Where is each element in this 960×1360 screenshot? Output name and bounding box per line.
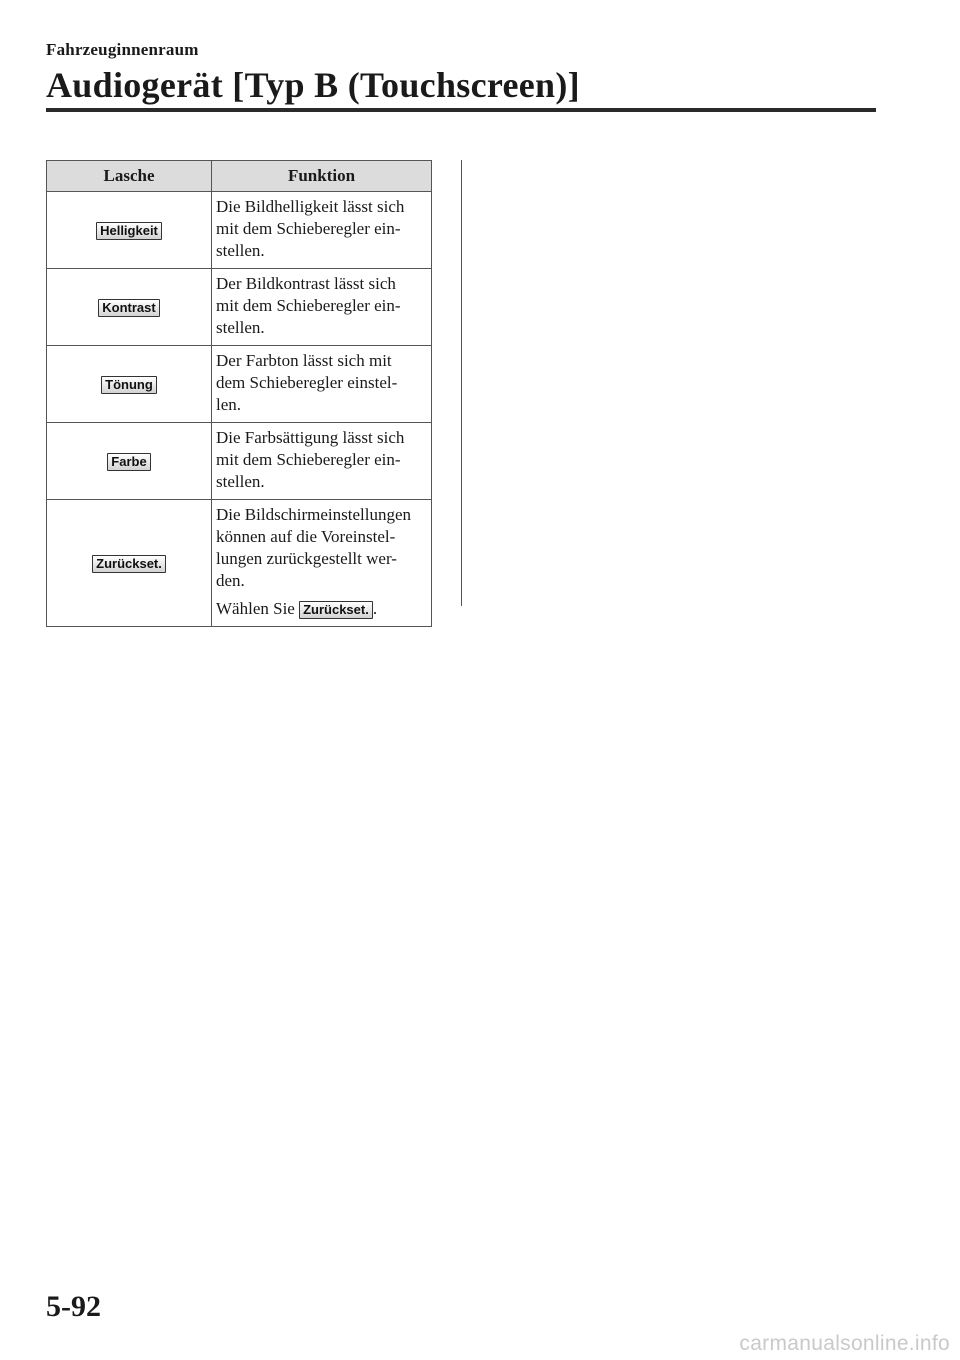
column-divider (461, 160, 462, 606)
description-line: stellen. (216, 472, 265, 491)
description-line: stellen. (216, 318, 265, 337)
farbe-tab-button[interactable]: Farbe (107, 453, 150, 471)
tab-cell (47, 269, 212, 346)
table-row (47, 500, 432, 627)
table-row (47, 269, 432, 346)
select-instruction-prefix: Wählen Sie (216, 599, 295, 618)
description-line: mit dem Schieberegler ein- (216, 296, 401, 315)
tab-cell (47, 423, 212, 500)
function-table (46, 160, 432, 627)
table-row (47, 346, 432, 423)
zurueckset-tab-button[interactable]: Zurückset. (92, 555, 166, 573)
table-row (47, 423, 432, 500)
page-title: Audiogerät [Typ B (Touchscreen)] (46, 65, 580, 105)
select-instruction (216, 598, 428, 620)
description-line: stellen. (216, 241, 265, 260)
description-line: Die Farbsättigung lässt sich (216, 428, 405, 447)
column-header-funktion: Funktion (212, 161, 432, 192)
description-cell (212, 423, 432, 500)
description-line: lungen zurückgestellt wer- (216, 549, 397, 568)
description-line: len. (216, 395, 242, 414)
description-line: mit dem Schieberegler ein- (216, 450, 401, 469)
description-line: Der Farbton lässt sich mit (216, 351, 392, 370)
tab-cell (47, 346, 212, 423)
helligkeit-tab-button[interactable]: Helligkeit (96, 222, 162, 240)
title-rule (46, 108, 876, 112)
description-line: Die Bildhelligkeit lässt sich (216, 197, 405, 216)
section-label: Fahrzeuginnenraum (46, 40, 199, 59)
page-number: 5-92 (46, 1290, 101, 1323)
toenung-tab-button[interactable]: Tönung (101, 376, 157, 394)
description-line: können auf die Voreinstel- (216, 527, 396, 546)
description-cell (212, 269, 432, 346)
description-line: Die Bildschirmeinstellungen (216, 505, 411, 524)
kontrast-tab-button[interactable]: Kontrast (98, 299, 159, 317)
description-line: den. (216, 571, 245, 590)
column-header-lasche: Lasche (47, 161, 212, 192)
zurueckset-button[interactable]: Zurückset. (299, 601, 373, 619)
select-instruction-suffix: . (372, 599, 378, 618)
tab-cell (47, 500, 212, 627)
table-row (47, 192, 432, 269)
description-line: Der Bildkontrast lässt sich (216, 274, 396, 293)
tab-cell (47, 192, 212, 269)
description-line: mit dem Schieberegler ein- (216, 219, 401, 238)
table-header-row (47, 161, 432, 192)
description-cell (212, 192, 432, 269)
watermark: carmanualsonline.info (739, 1332, 950, 1355)
description-cell (212, 346, 432, 423)
description-line: dem Schieberegler einstel- (216, 373, 398, 392)
description-cell (212, 500, 432, 627)
